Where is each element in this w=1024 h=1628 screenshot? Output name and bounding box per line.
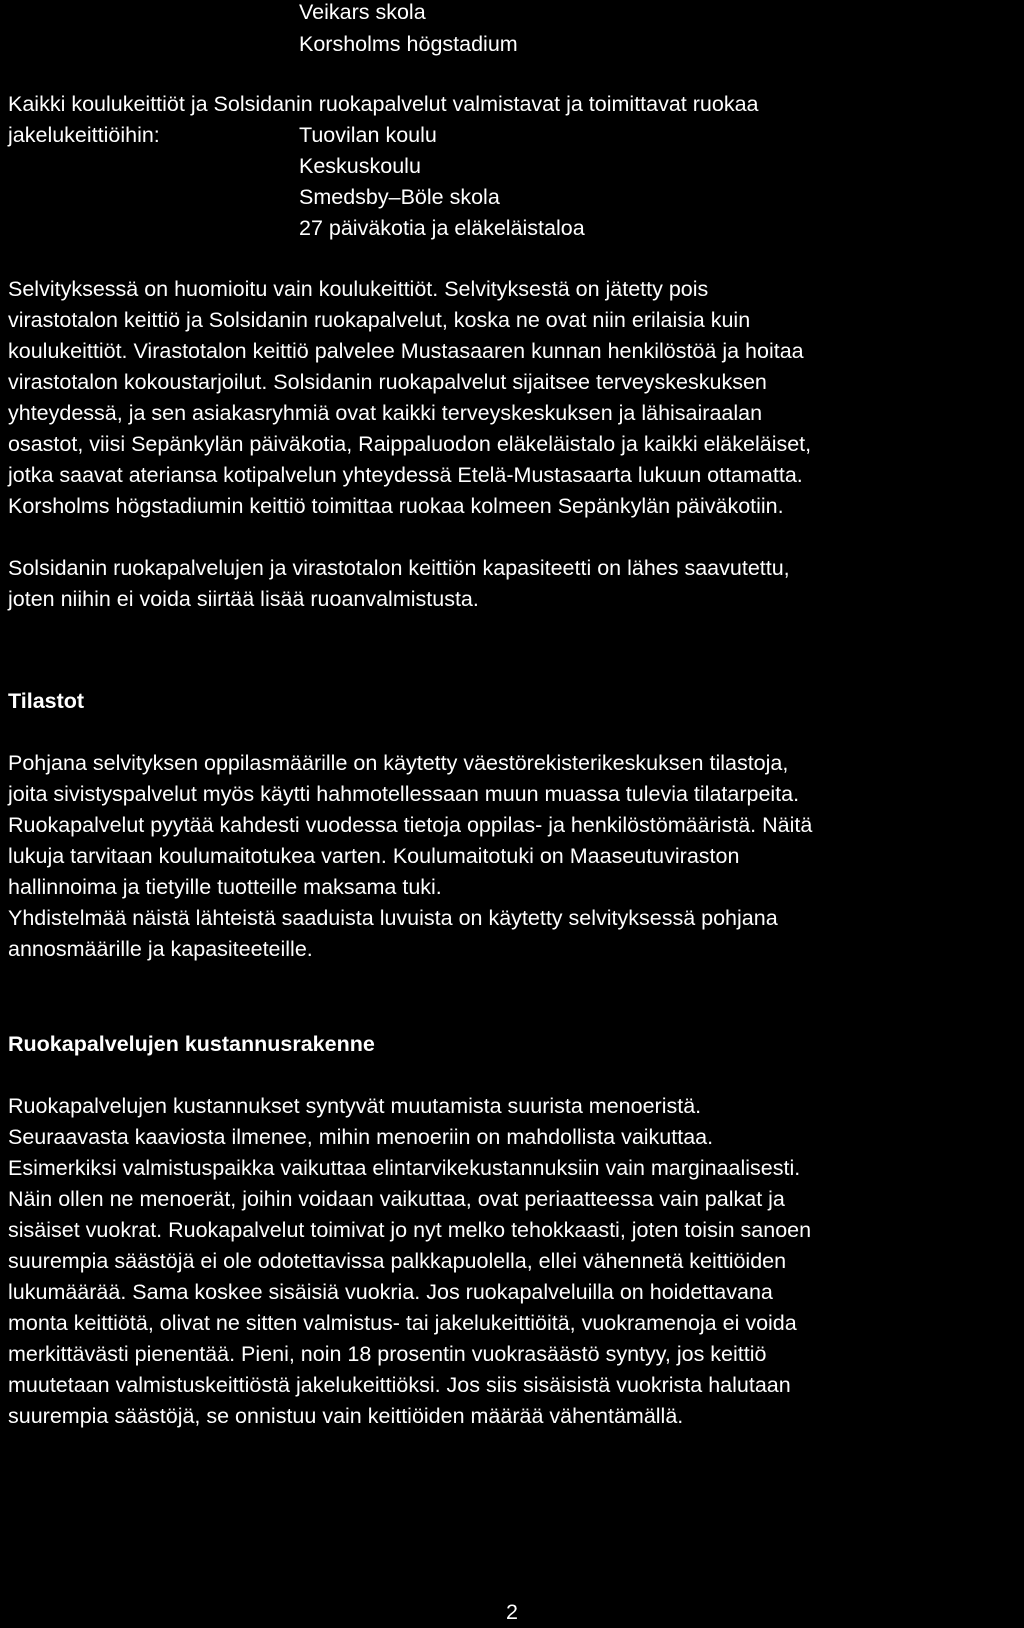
body-text-line: jotka saavat ateriansa kotipalvelun yhteydessä Etelä-Mustasaarta lukuun ottamatta. — [8, 463, 803, 487]
body-text-line: lukuja tarvitaan koulumaitotukea varten. Koulumaitotuki on Maaseutuviraston — [8, 844, 740, 868]
list-item: Veikars skola — [299, 0, 426, 24]
list-item: Smedsby–Böle skola — [299, 185, 500, 209]
body-text-line: merkittävästi pienentää. Pieni, noin 18 prosentin vuokrasäästö syntyy, jos keittiö — [8, 1342, 767, 1366]
list-item: Keskuskoulu — [299, 154, 421, 178]
body-text-line: koulukeittiöt. Virastotalon keittiö palvelee Mustasaaren kunnan henkilöstöä ja hoitaa — [8, 339, 804, 363]
distribution-label: jakelukeittiöihin: — [8, 123, 160, 147]
body-text-line: Näin ollen ne menoerät, joihin voidaan vaikuttaa, ovat periaatteessa vain palkat ja — [8, 1187, 785, 1211]
body-text-line: virastotalon kokoustarjoilut. Solsidanin ruokapalvelut sijaitsee terveyskeskuksen — [8, 370, 767, 394]
body-text-line: annosmäärille ja kapasiteeteille. — [8, 937, 313, 961]
body-text-line: osastot, viisi Sepänkylän päiväkotia, Raippaluodon eläkeläistalo ja kaikki eläkeläiset, — [8, 432, 812, 456]
body-text-line: Ruokapalvelujen kustannukset syntyvät muutamista suurista menoeristä. — [8, 1094, 702, 1118]
body-text-line: monta keittiötä, olivat ne sitten valmistus- tai jakelukeittiöitä, vuokramenoja ei voida — [8, 1311, 797, 1335]
body-text-line: joita sivistyspalvelut myös käytti hahmotellessaan muun muassa tulevia tilatarpeita. — [8, 782, 800, 806]
body-text-line: sisäiset vuokrat. Ruokapalvelut toimivat jo nyt melko tehokkaasti, joten toisin sanoen — [8, 1218, 812, 1242]
section-heading-kustannusrakenne: Ruokapalvelujen kustannusrakenne — [8, 1032, 375, 1056]
body-text-line: Kaikki koulukeittiöt ja Solsidanin ruokapalvelut valmistavat ja toimittavat ruokaa — [8, 92, 759, 116]
body-text-line: Yhdistelmää näistä lähteistä saaduista luvuista on käytetty selvityksessä pohjana — [8, 906, 778, 930]
body-text-line: Korsholms högstadiumin keittiö toimittaa ruokaa kolmeen Sepänkylän päiväkotiin. — [8, 494, 784, 518]
body-text-line: suurempia säästöjä ei ole odotettavissa palkkapuolella, ellei vähennetä keittiöiden — [8, 1249, 787, 1273]
body-text-line: Solsidanin ruokapalvelujen ja virastotalon keittiön kapasiteetti on lähes saavutettu, — [8, 556, 790, 580]
body-text-line: Esimerkiksi valmistuspaikka vaikuttaa elintarvikekustannuksiin vain marginaalisesti. — [8, 1156, 801, 1180]
section-heading-tilastot: Tilastot — [8, 689, 85, 713]
body-text-line: Ruokapalvelut pyytää kahdesti vuodessa tietoja oppilas- ja henkilöstömääristä. Näitä — [8, 813, 813, 837]
body-text-line: virastotalon keittiö ja Solsidanin ruokapalvelut, koska ne ovat niin erilaisia kuin — [8, 308, 751, 332]
page-number: 2 — [506, 1600, 518, 1624]
body-text-line: yhteydessä, ja sen asiakasryhmiä ovat kaikki terveyskeskuksen ja lähisairaalan — [8, 401, 763, 425]
body-text-line: hallinnoima ja tietyille tuotteille maksama tuki. — [8, 875, 442, 899]
body-text-line: joten niihin ei voida siirtää lisää ruoanvalmistusta. — [8, 587, 479, 611]
list-item: Tuovilan koulu — [299, 123, 437, 147]
body-text-line: Seuraavasta kaaviosta ilmenee, mihin menoeriin on mahdollista vaikuttaa. — [8, 1125, 714, 1149]
list-item: Korsholms högstadium — [299, 32, 518, 56]
list-item: 27 päiväkotia ja eläkeläistaloa — [299, 216, 585, 240]
body-text-line: lukumäärää. Sama koskee sisäisiä vuokria. Jos ruokapalveluilla on hoidettavana — [8, 1280, 773, 1304]
body-text-line: suurempia säästöjä, se onnistuu vain keittiöiden määrää vähentämällä. — [8, 1404, 684, 1428]
body-text-line: Selvityksessä on huomioitu vain koulukeittiöt. Selvityksestä on jätetty pois — [8, 277, 709, 301]
body-text-line: Pohjana selvityksen oppilasmäärille on käytetty väestörekisterikeskuksen tilastoja, — [8, 751, 789, 775]
body-text-line: muutetaan valmistuskeittiöstä jakelukeittiöksi. Jos siis sisäisistä vuokrista halutaan — [8, 1373, 791, 1397]
